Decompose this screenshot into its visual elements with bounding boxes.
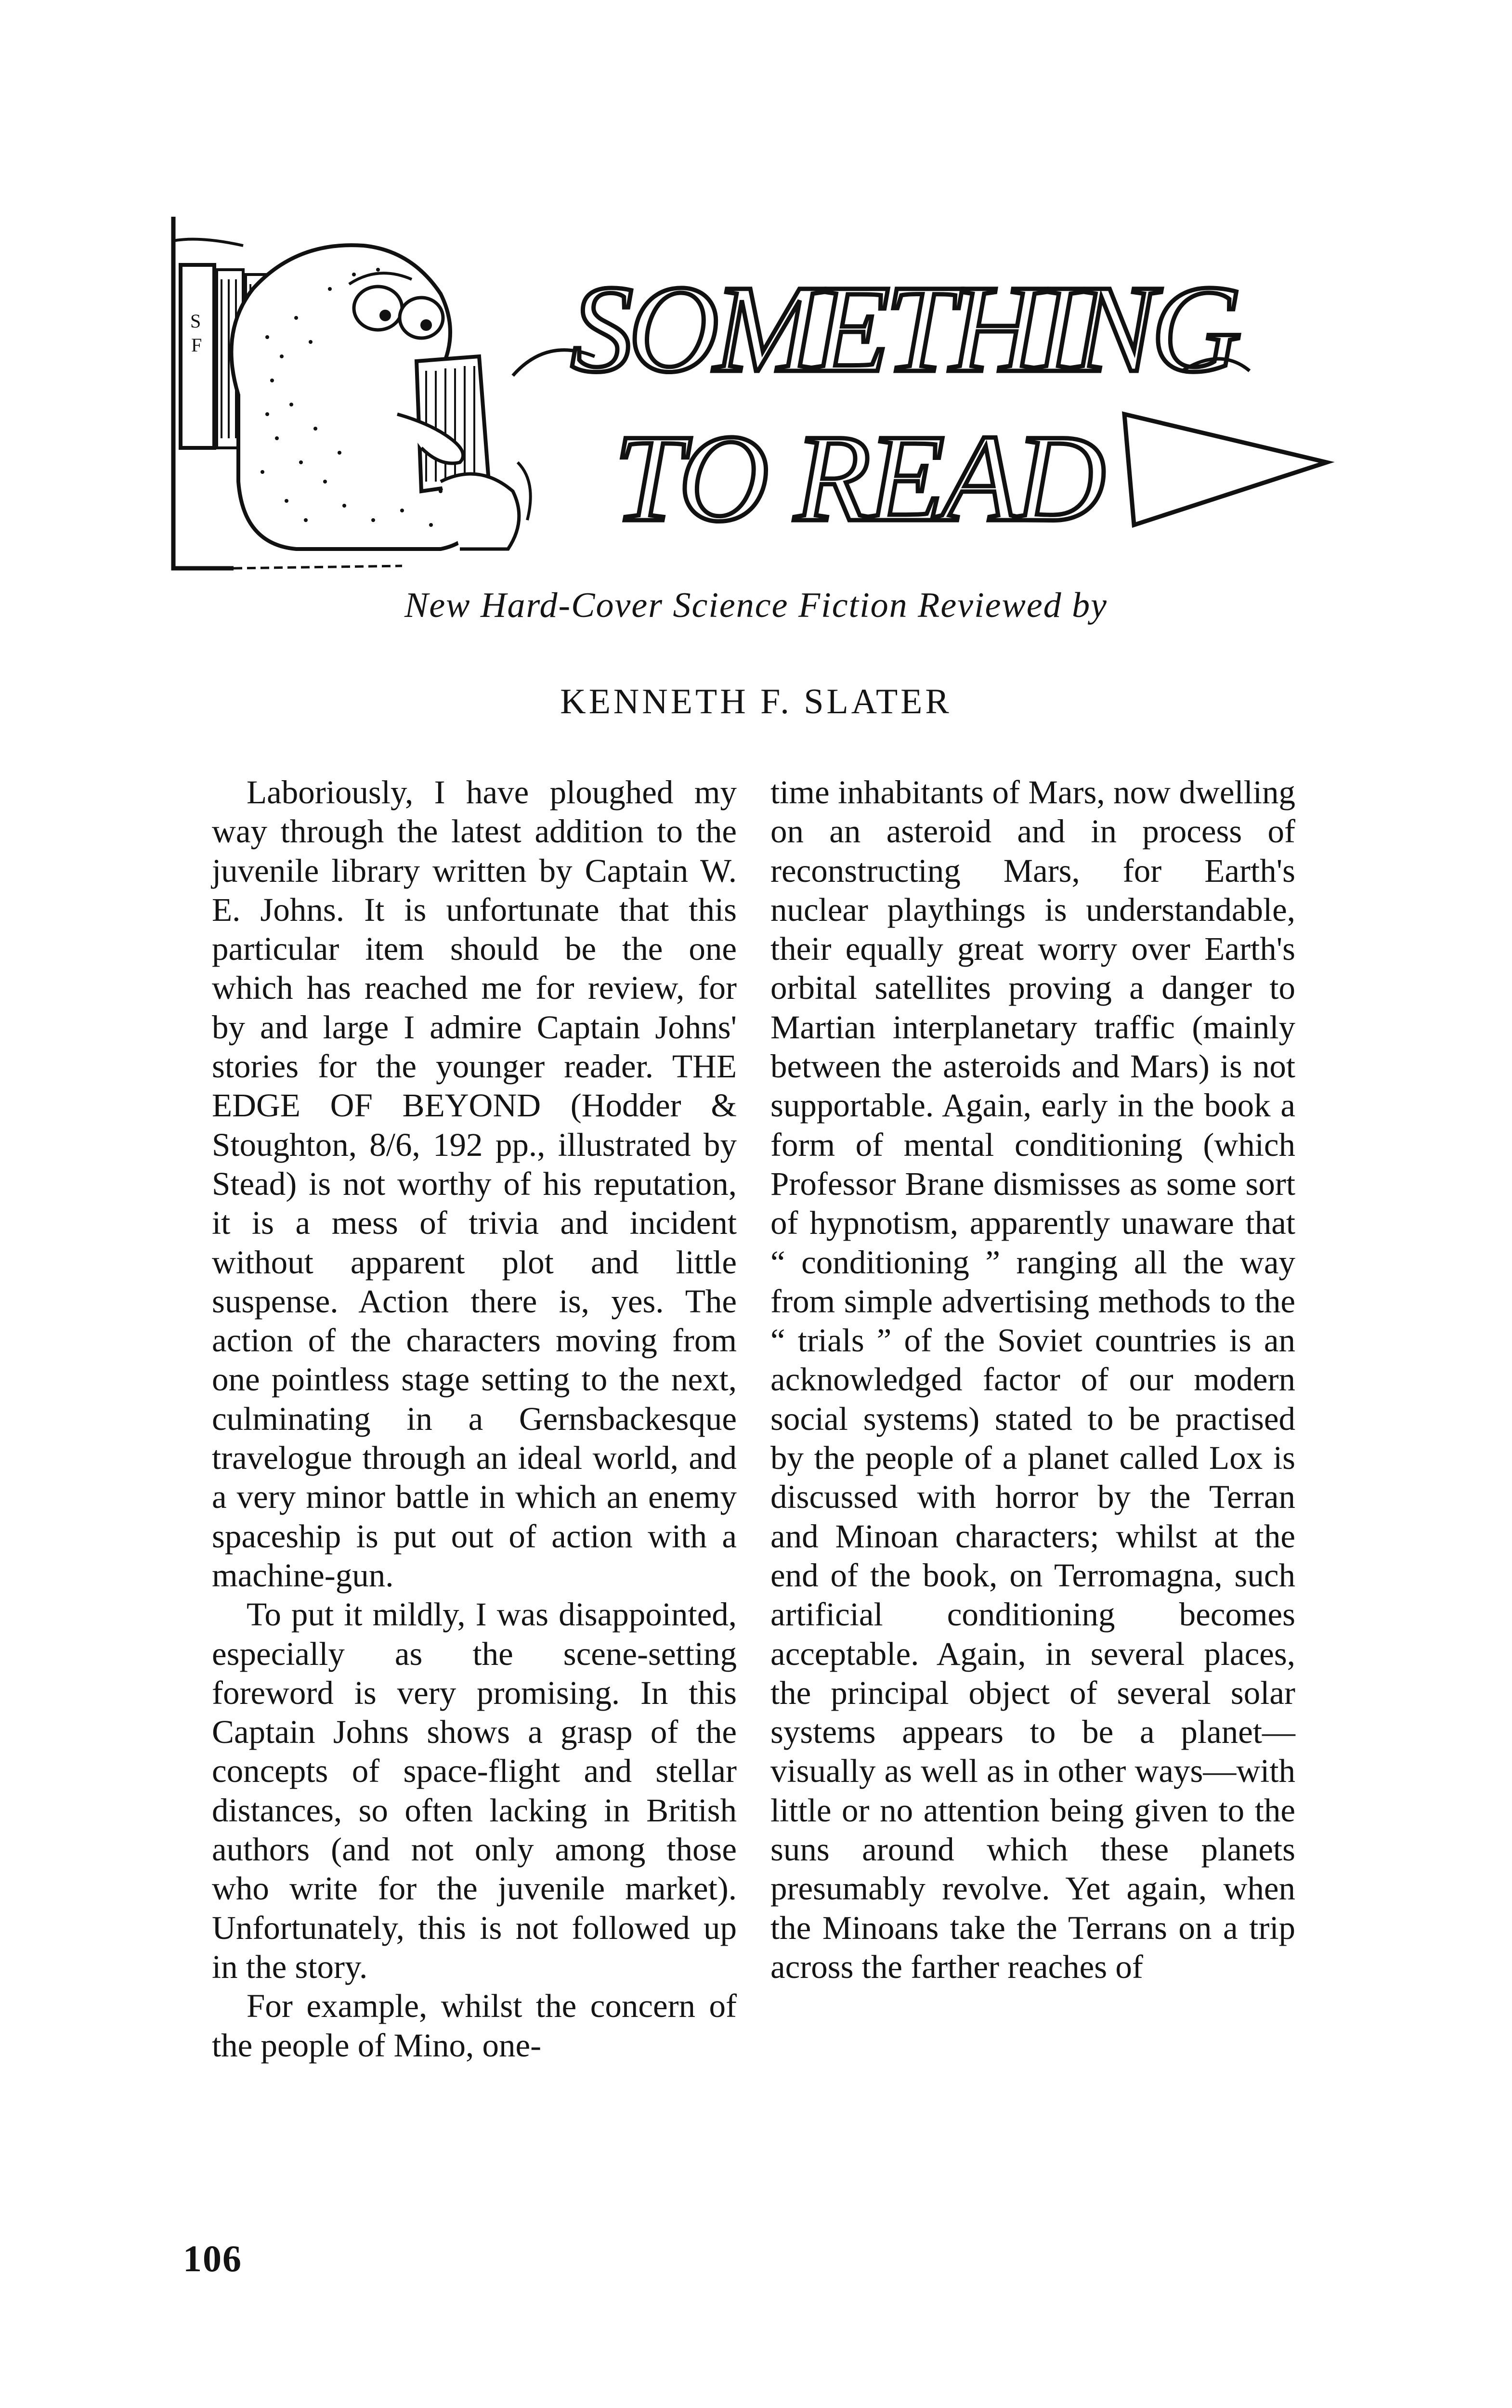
article-column-right [770, 773, 1295, 1987]
shelf-letter-s: S [190, 310, 201, 332]
paragraph: time inhabitants of Mars, now dwelling on an asteroid and in process of reconstructing Mars, for Earth's nuclear playthings is understandable, their equally great worry over Earth's orbital satellites proving a danger to Martian interplanetary traffic (mainly between the asteroids and Mars) is not supportable. Again, early in the book a form of mental conditioning (which Professor Brane dismisses as some sort of hypnotism, apparently unaware that “ conditioning ” ranging all the way from simple advertising methods to the “ trials ” of the Soviet countries is an acknowledged factor of our modern social systems) stated to be practised by the people of a planet called Lox is discussed with horror by the Terran and Minoan characters; whilst at the end of the book, on Terromagna, such artificial conditioning becomes acceptable. Again, in several places, the principal object of several solar systems appears to be a planet—visually as well as in other ways—with little or no attention being given to the suns around which these planets presumably revolve. Yet again, when the Minoans take the Terrans on a trip across the farther reaches of [770, 774, 1295, 1985]
paragraph: Laboriously, I have ploughed my way through the latest addition to the juvenile library written by Captain W. E. Johns. It is unfortunate that this particular item should be the one which has reached me for review, for by and large I admire Captain Johns' stories for the younger reader. THE EDGE OF BEYOND (Hodder & Stoughton, 8/6, 192 pp., illustrated by Stead) is not worthy of his reputation, it is a mess of trivia and incident without apparent plot and little suspense. Action there is, yes. The action of the characters moving from one pointless stage setting to the next, culminating in a Gernsbackesque travelogue through an ideal world, and a very minor battle in which an enemy spaceship is put out of action with a machine-gun. [212, 774, 737, 1594]
paragraph: For example, whilst the concern of the people of Mino, one- [212, 1988, 737, 2064]
reading-creature-illustration [171, 212, 1336, 592]
subtitle: New Hard-Cover Science Fiction Reviewed by [404, 586, 1108, 625]
article-column-left [212, 773, 737, 2065]
header-illustration [171, 212, 1336, 592]
author-name: KENNETH F. SLATER [560, 682, 952, 721]
paragraph: To put it mildly, I was disappointed, especially as the scene-setting foreword is very promising. In this Captain Johns shows a grasp of the concepts of space-flight and stellar distances, so often lacking in British authors (and not only among those who write for the juvenile market). Unfortunately, this is not followed up in the story. [212, 1596, 737, 1985]
page-number: 106 [183, 2238, 242, 2279]
title-word-something: SOMETHING [571, 260, 1237, 398]
shelf-letter-f: F [191, 334, 202, 356]
title-words-to-read: TO READ [614, 409, 1103, 548]
title-lettering [571, 260, 1327, 548]
